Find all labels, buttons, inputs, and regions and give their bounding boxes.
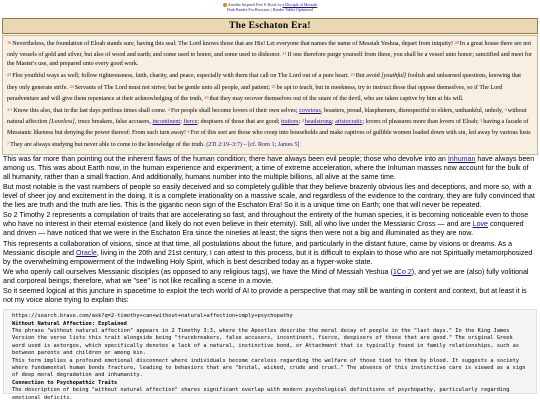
inhuman-link[interactable]: Inhuman <box>447 154 476 163</box>
scripture-text: , boasters, proud, blasphemers, disrespectful to elders, unthankful, unholy, <box>320 108 505 115</box>
scripture-text: ; <box>331 119 336 126</box>
verse-number: 4 <box>301 118 304 124</box>
scripture-text: In a great house there are not only vessels of gold and silver, but also of wood and earth; and some used to honor, and some used to dishonor. <box>7 41 532 59</box>
scripture-text: Servants of The Lord must not strive; but be gentle unto all people, and patient; <box>74 84 272 91</box>
verse-number: 2 <box>167 106 170 112</box>
scripture-text: Nevertheless, the foundation of Eloah stands sure, having this seal: The Lord knows those that are His! Let everyone that names the name of Messiah Yeshua, depart from iniquity! <box>12 41 455 48</box>
scripture-text: ; lovers of pleasures more than lovers of Eloah; <box>362 119 481 126</box>
answer-paragraph-1: The phrase "without natural affection" appears in 2 Timothy 3:3, where the Apostles describe the moral decay of people in the "last days." In the King James Version the verse lists this trait alongside being "trucebreakers, false accusers, incontinent, fierce, despisers of those that are good." The original Greek word used is astorgos, which specifically denotes a lack of a natural, instinctive bond, or Attachment that is typically found in family relationships, such as between parents and children or among kin. <box>12 328 523 357</box>
commentary-paragraph-5: We who openly call ourselves Messianic disciples (as opposed to any religious tags), we have the Mind of Messiah Yeshua (1Co 2), and yet we are (also) fully volitional and corporeal beings; therefore, what we "see" is not like recalling a scene in a movie. <box>3 267 529 285</box>
scripture-text: foolish and unlearned questions, knowing that they only generate strife. <box>7 73 521 91</box>
bracket-note: [Loveless] <box>48 119 75 126</box>
scripture-text: Flee youthful ways as well; follow righteousness, faith, charity, and peace, especially with them that call on The Lord out of a pure heart. <box>12 73 351 80</box>
scripture-reference-link[interactable]: [cf. Rom 1; James 5] <box>248 141 300 148</box>
scripture-text: They are always studying but never able to come to the knowledge of the truth. <box>10 141 207 148</box>
answer-heading-2: Connection to Psychopathic Traits <box>12 379 118 386</box>
scripture-paragraph-1 <box>7 38 533 69</box>
oracle-link[interactable]: Oracle <box>75 248 97 257</box>
verse-number: 20 <box>454 40 459 45</box>
scripture-text: be apt to teach, but in meekness, try to instruct those that oppose themselves, so if The Lord peradventure and will give them repentance at their acknowledging of the truth, <box>7 84 503 102</box>
scripture-paragraph-3 <box>7 105 533 150</box>
scripture-text: having a facade of Messianic likeness but denying the power thereof: From such turn away! <box>7 119 529 137</box>
credit-prefix: Another Inspired Free E-Book by <box>227 2 282 7</box>
answer-paragraph-2: This term implies a profound emotional disconnect where individuals become careless regarding the welfare of those tied to them by blood. It suggests a society where fundamental human bonds fracture, leading to behaviors that are "brutal, wicked, crude and cruel." The absence of this instinctive care is viewed as a sign of deep moral degradation and inhumanity. <box>12 357 529 379</box>
definition-link[interactable]: covetous <box>299 108 321 115</box>
verse-number: 22 <box>7 72 12 78</box>
answer-heading-1: Without Natural Affection: Explained <box>12 320 127 327</box>
verse-number: 16 <box>7 40 12 45</box>
scripture-text: , truce breakers, false accusers, <box>74 119 153 126</box>
commentary-paragraph-3: So 2 Timothy 2 represents a compilation of traits that are accelerating so fast, and throughout the entirety of the human species, it is becoming noticeable even to those who have no interest in their eternal existence (and likely do not even believe in their eternity). Still, all who live under the Messianic Cross — and are Love conquered and driven — have noticed that we were in the Eschaton Era since the nineties at least; the signs then were not a big and illuminated as they are now. <box>3 211 529 238</box>
verse-number: 24 <box>69 83 74 89</box>
reader-links <box>0 7 540 12</box>
commentary-paragraph-1: This was far more than pointing out the inherent flaws of the human condition; there have always been evil people; those who devolve into an Inhuman have always been among us. This was about Earth now, in the human experience and experiment; a time of extreme acceleration, where the Inhuman masses now account for the bulk of all humanity, rather than a small fraction. And additionally, humans number into the multiple billions, all alive at the same time. <box>3 154 535 181</box>
commentary-paragraph-4: This represents a collaboration of visions, since at that time, all postulations about the future, and particularly in the distant future, came by visions or dreams. As a Messianic disciple and Oracle, living in the 20th and 21st century, I can attest to this process, but it is difficult to explain to those who are not Spiritually metamorphosized by the overwhelming empowerment of the Indwelling Holy Spirit, which is best described today as a hyper-woke state. <box>3 239 533 266</box>
verse-number: 25 <box>271 83 276 89</box>
definition-link[interactable]: traitors <box>281 119 299 126</box>
definition-link[interactable]: fierce <box>183 119 198 126</box>
verse-number: 6 <box>187 129 190 135</box>
commentary-paragraph-6: So it seemed logical at this juncture in spacetime to exploit the tech world of AI to provide a perspective that may still be wanting in content and context, but at least it is not my voice alone trying to explain this: <box>3 287 527 305</box>
scripture-text: that they may recover themselves out of the snare of the devil, who are taken captive by him at his will. <box>209 95 464 102</box>
separator: | <box>271 7 272 12</box>
commentary-paragraph-2: But most notable is the vast numbers of people so easily deceived and so completely gullible that they believe brazenly obvious lies and deceptions, and more so, with a level of sheer joy and excitement in the doing. It is a complete irrationality on a massive scale, and regardless of the evidence to the contrary, they are fully convinced that the lies are truth and the truth are lies. This is the gigantic neon sign of the Eschaton Era! So it is a unique time on Earth; one that will never be repeated. <box>3 182 535 210</box>
scripture-text: If one therefore purge yourself from these, you shall be a vessel unto honor; sanctified and meet for the Master's use, and prepared unto every good work. <box>7 52 532 68</box>
verse-number: 3:1 <box>7 106 13 112</box>
scripture-text: – <box>241 141 249 148</box>
dark-reader-link[interactable]: Dark Reader For Browsers <box>227 7 271 12</box>
top-navigation <box>0 0 540 18</box>
verse-number: 21 <box>282 51 287 57</box>
scripture-text: ; <box>298 119 302 126</box>
bracket-note: [youthful] <box>381 73 407 80</box>
1co-2-link[interactable]: 1Co 2 <box>392 267 412 276</box>
scripture-text: ; <box>180 119 184 126</box>
reader-optimized-link[interactable]: Reader Tablet Optimized <box>272 7 313 12</box>
scripture-text: Know this also, that in the last days perilous times shall come. <box>13 108 168 115</box>
scripture-text: For of this sort are those who creep into households and make captives of gullible women loaded down with sin, led away by various lusts <box>190 130 531 137</box>
scripture-text: without natural affection <box>7 108 527 126</box>
answer-paragraph-3: The description of being "without natural affection" shares significant overlap with modern psychological definitions of psychopathy, particularly regarding emotional deficits. <box>12 387 513 401</box>
love-link[interactable]: Love <box>472 220 489 229</box>
scripture-text: ; despisers of those that are good; <box>197 119 282 126</box>
verse-number: 7 <box>7 140 10 146</box>
sun-logo-icon <box>223 3 227 7</box>
scripture-paragraph-2 <box>7 70 533 104</box>
disciple-link[interactable]: a Disciple of Messiah <box>282 2 318 7</box>
verse-number: 26 <box>204 94 209 100</box>
definition-link[interactable]: headstrong <box>304 119 332 126</box>
ai-answer-codeblock <box>3 309 537 401</box>
definition-link[interactable]: aristocratic <box>335 119 363 126</box>
scripture-text: For people shall become lovers of their own selves; <box>170 108 300 115</box>
page-title: The Eschaton Era! <box>2 18 538 34</box>
search-url[interactable]: https://search.brave.com/ask?q=2-timothy+can+without+natural+affection+imply+psychopathy <box>12 313 293 320</box>
scripture-passage <box>2 35 538 155</box>
verse-number: 23 <box>350 72 355 78</box>
scripture-text: But avoid <box>355 73 382 80</box>
verse-number: 3 <box>504 106 507 112</box>
commentary-section <box>0 155 540 306</box>
scripture-reference-link[interactable]: (2Ti 2:19–3:7) <box>206 141 242 148</box>
verse-number: 5 <box>480 118 483 124</box>
definition-link[interactable]: incontinent <box>152 119 181 126</box>
